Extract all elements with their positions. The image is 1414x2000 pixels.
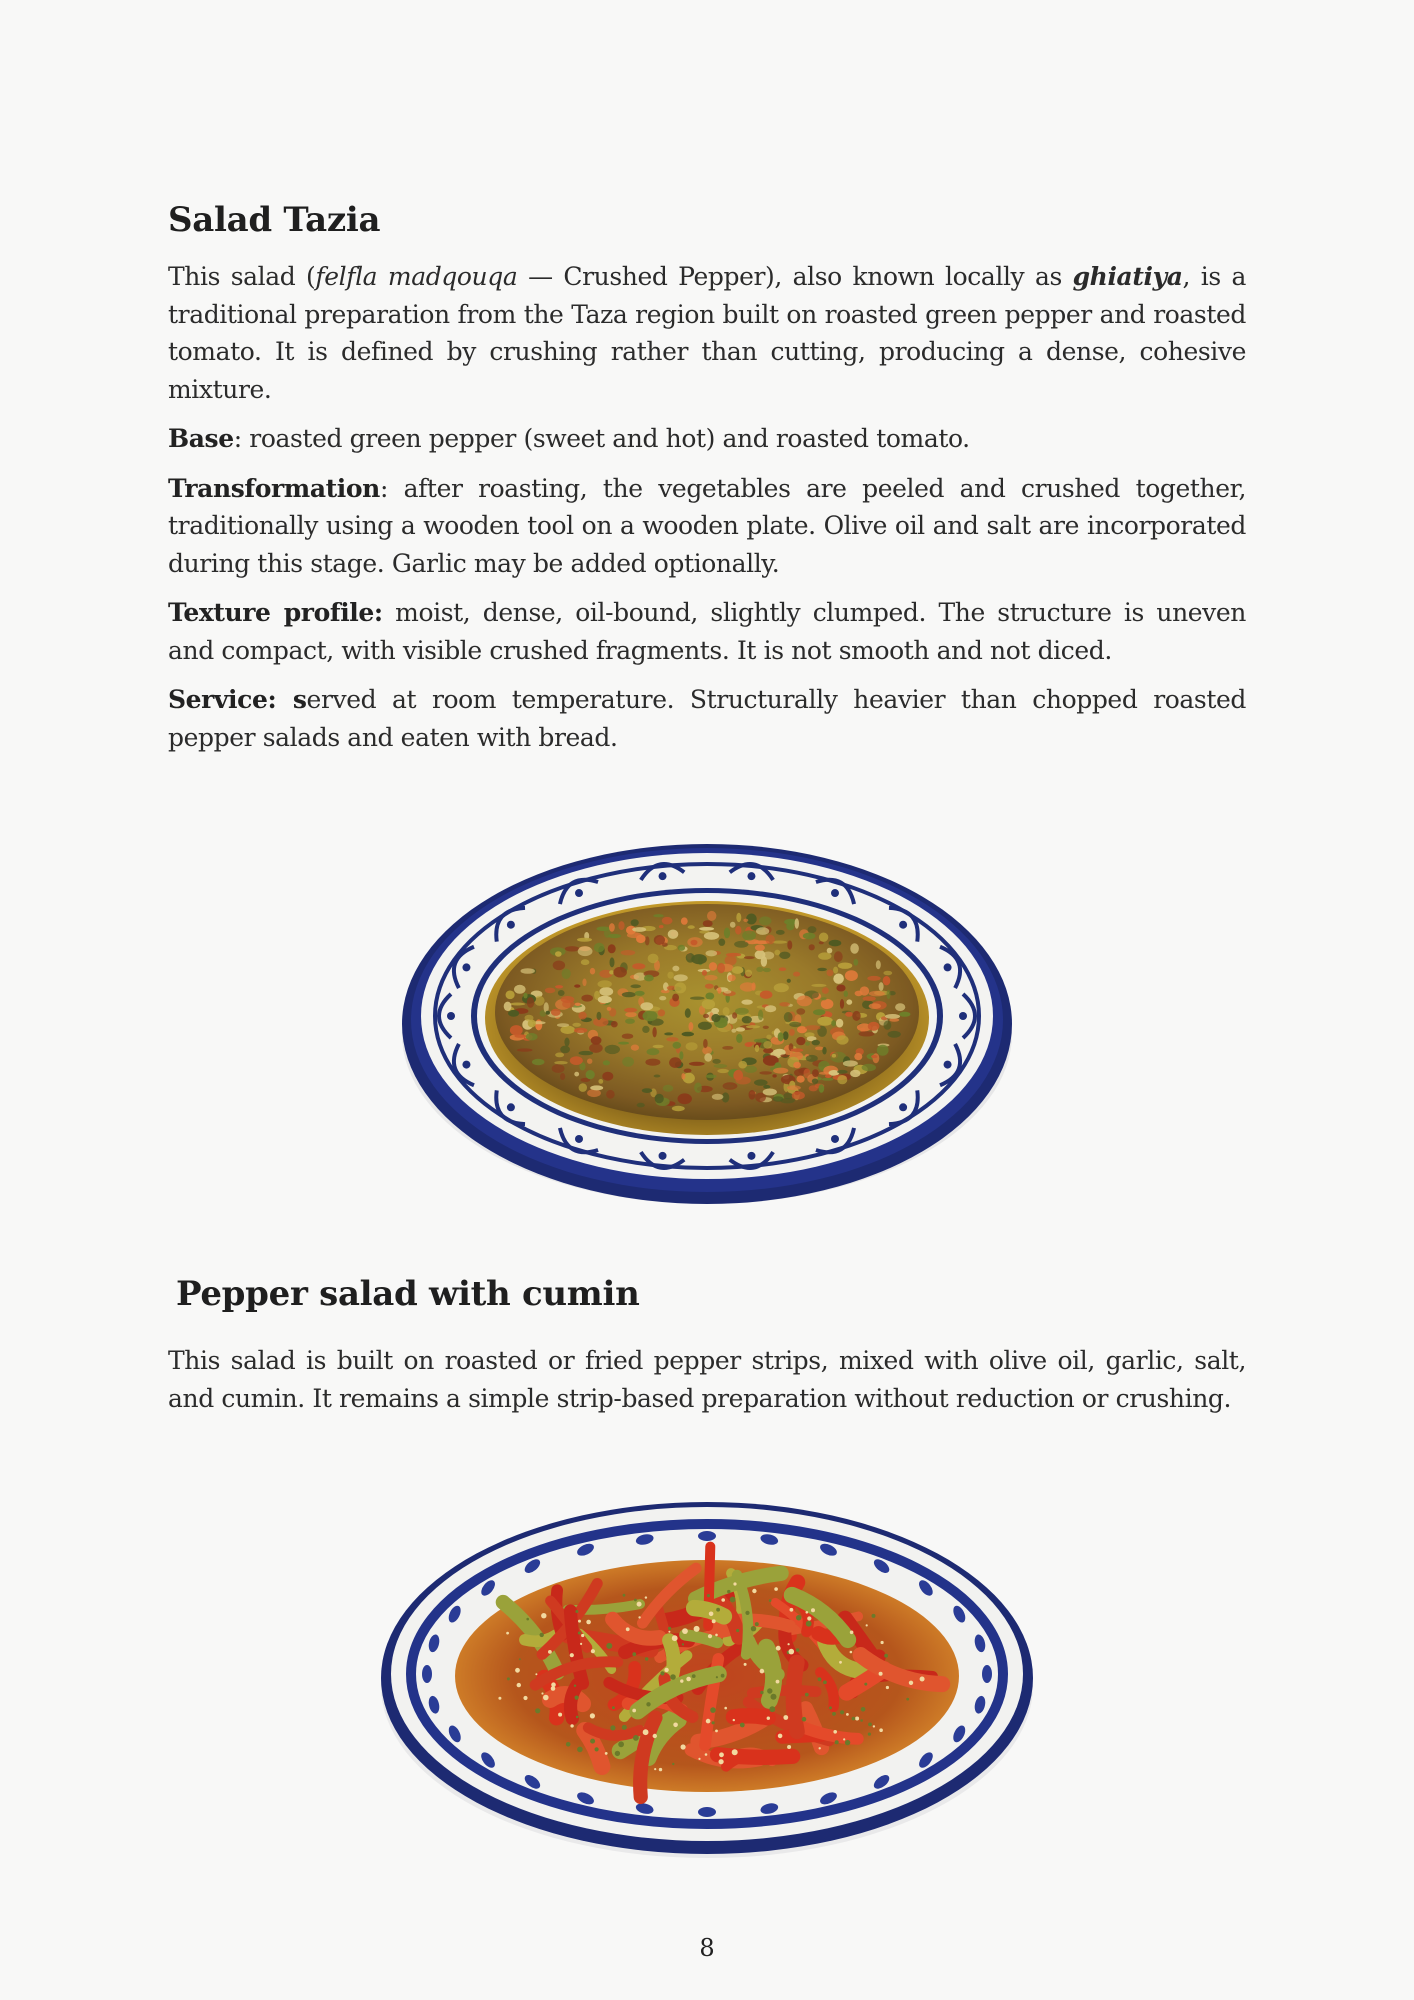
texture-label: Texture profile: [168,598,383,627]
transformation-label: Transformation [168,473,380,503]
service-label: Service: s [168,685,307,714]
section-heading: Pepper salad with cumin [176,1274,640,1314]
texture-paragraph: Texture profile: moist, dense, oil-bound, slightly clumped. The structure is uneven and compact, with visible crushed fragments. It is not smooth and not diced. [168,598,1246,665]
intro-paragraph: This salad (felfla madqouqa — Crushed Pepper), also known locally as ghiatiya, is a traditional preparation from the Taza region built on roasted green pepper and roasted tomato. It is defined by crushing rather than cutting, producing a dense, cohesive mixture. [168,262,1247,404]
service-paragraph: Service: served at room temperature. Structurally heavier than chopped roasted pepper salads and eaten with bread. [168,685,1247,752]
base-paragraph: Base: roasted green pepper (sweet and hot) and roasted tomato. [168,424,970,453]
base-label: Base [168,424,234,453]
plate-pepper-strips-image [377,1494,1037,1864]
cumin-paragraph: This salad is built on roasted or fried pepper strips, mixed with olive oil, garlic, salt, and cumin. It remains a simple strip-based preparation without reduction or crushing. [168,1346,1246,1413]
plate-crushed-pepper-image [397,834,1017,1214]
transformation-paragraph: Transformation: after roasting, the vegetables are peeled and crushed together, traditionally using a wooden tool on a wooden plate. Olive oil and salt are incorporated during this stage. Garlic may be added optionally. [168,473,1246,578]
section-heading: Salad Tazia [168,200,381,240]
pepper-salad-cumin-image [0,1494,1414,1864]
section-salad-tazia [168,196,1246,768]
section-pepper-salad-cumin [168,1270,1246,1429]
salad-tazia-image [0,834,1414,1214]
page-number: 8 [699,1934,715,1962]
